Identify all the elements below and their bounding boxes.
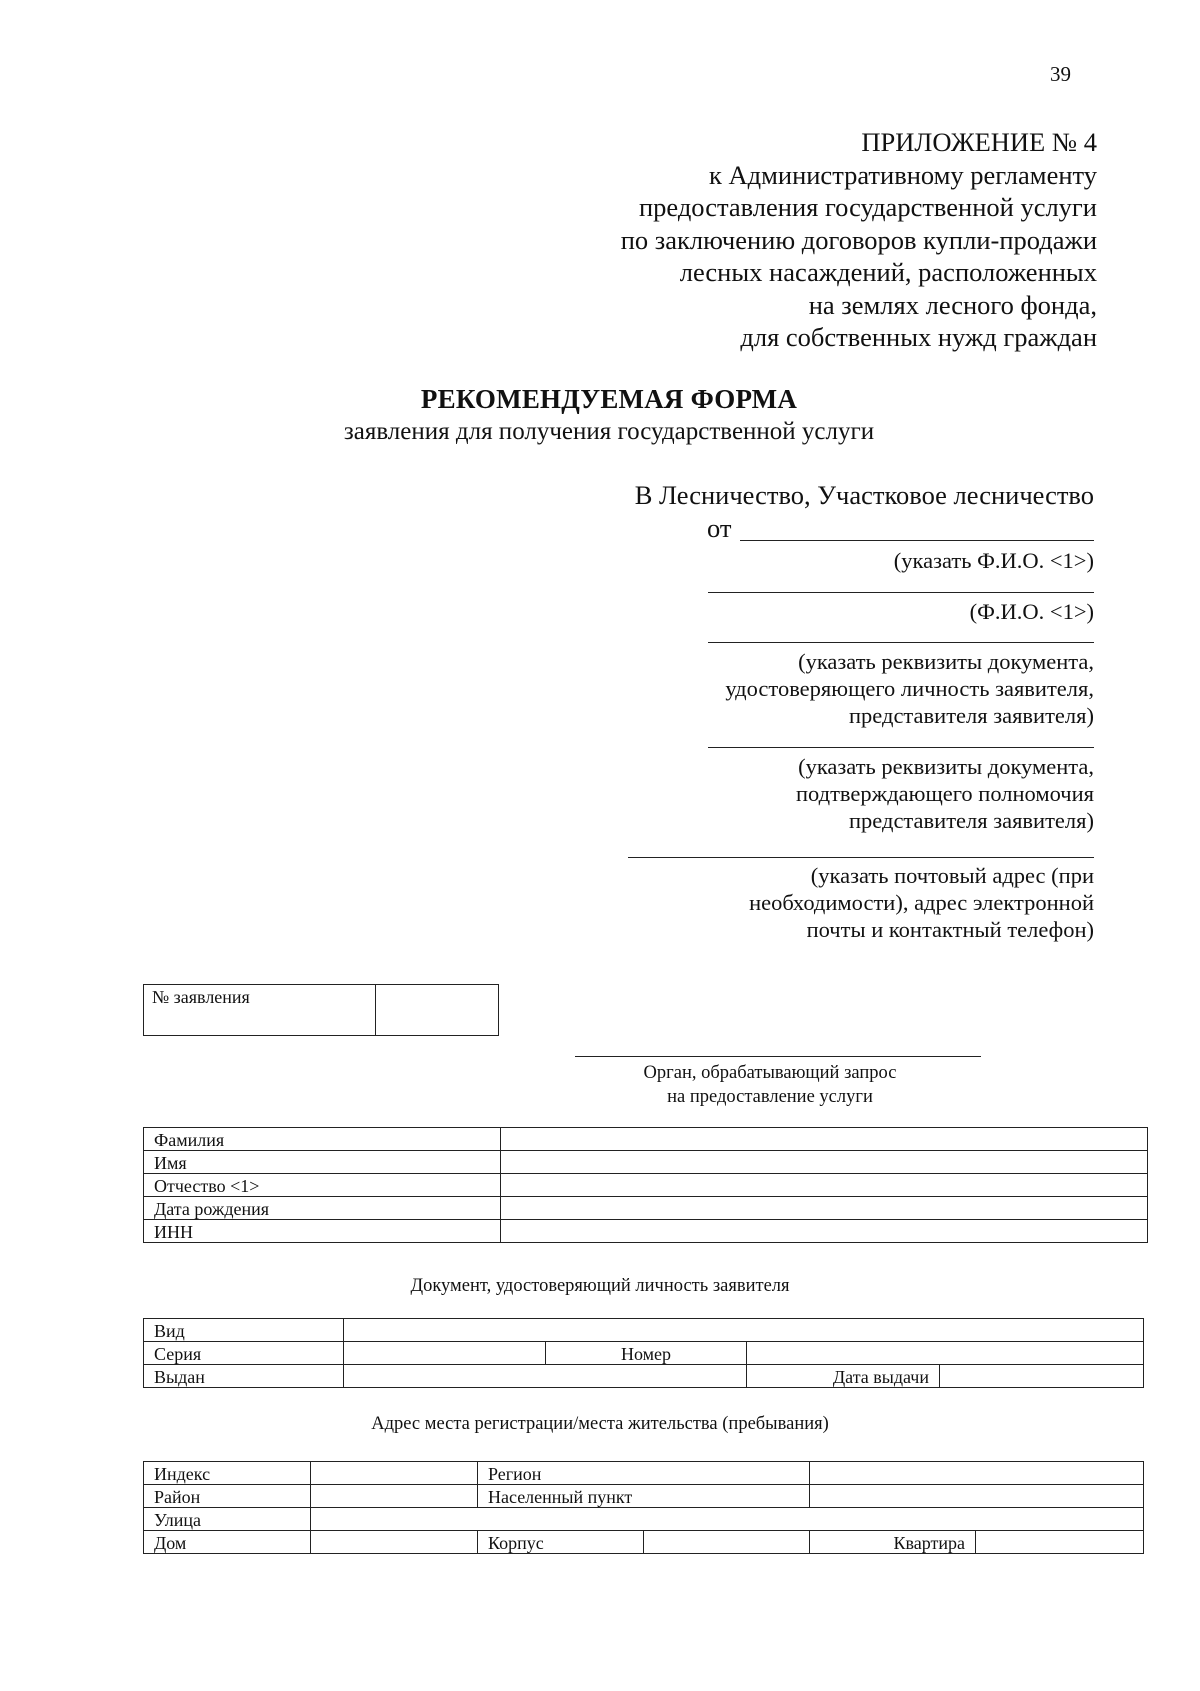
identity-document-heading: Документ, удостоверяющий личность заявителя (410, 1276, 790, 1296)
district-field[interactable] (311, 1485, 478, 1508)
issue-date-field[interactable] (940, 1365, 1144, 1388)
building-label: Корпус (478, 1531, 644, 1554)
series-label: Серия (144, 1342, 344, 1365)
contacts-field[interactable] (628, 857, 1094, 858)
table-row (144, 1128, 1148, 1151)
table-row (144, 1151, 1148, 1174)
issue-date-label: Дата выдачи (747, 1365, 940, 1388)
table-row (144, 1508, 1144, 1531)
region-label: Регион (478, 1462, 810, 1485)
apartment-field[interactable] (976, 1531, 1144, 1554)
application-number-field[interactable] (376, 985, 499, 1036)
row-label: Отчество <1> (144, 1174, 501, 1197)
contacts-caption: (указать почтовый адрес (при необходимости), адрес электронной почты и контактный телефон) (749, 863, 1094, 942)
addressee-line: В Лесничество, Участковое лесничество (634, 480, 1094, 510)
organ-caption: Орган, обрабатывающий запрос на предоставление услуги (643, 1063, 897, 1107)
table-row (144, 1174, 1148, 1197)
personal-data-table (143, 1127, 1148, 1243)
row-label: Фамилия (144, 1128, 501, 1151)
applicant-name-field[interactable] (740, 540, 1094, 541)
table-row (144, 1197, 1148, 1220)
row-label: Имя (144, 1151, 501, 1174)
table-row (144, 1531, 1144, 1554)
table-row (144, 1365, 1144, 1388)
street-field[interactable] (311, 1508, 1144, 1531)
application-number-box (143, 984, 499, 1036)
row-label: ИНН (144, 1220, 501, 1243)
form-subtitle: заявления для получения государственной услуги (343, 418, 875, 445)
address-heading: Адрес места регистрации/места жительства (пребывания) (371, 1414, 829, 1434)
table-row (144, 1220, 1148, 1243)
from-label: от (707, 513, 732, 543)
annex-line: на землях лесного фонда, (808, 289, 1097, 320)
authority-doc-caption: (указать реквизиты документа, подтверждающего полномочия представителя заявителя) (796, 754, 1094, 833)
address-table (143, 1461, 1144, 1554)
first-name-field[interactable] (501, 1151, 1148, 1174)
index-field[interactable] (311, 1462, 478, 1485)
inn-field[interactable] (501, 1220, 1148, 1243)
table-row (144, 1319, 1144, 1342)
surname-field[interactable] (501, 1128, 1148, 1151)
street-label: Улица (144, 1508, 311, 1531)
applicant-name-caption: (указать Ф.И.О. <1>) (893, 548, 1094, 573)
birth-date-field[interactable] (501, 1197, 1148, 1220)
annex-line: по заключению договоров купли-продажи (620, 224, 1097, 255)
locality-label: Населенный пункт (478, 1485, 810, 1508)
row-label: Дата рождения (144, 1197, 501, 1220)
district-label: Район (144, 1485, 311, 1508)
authority-doc-field[interactable] (708, 747, 1094, 748)
number-label: Номер (546, 1342, 747, 1365)
annex-line: ПРИЛОЖЕНИЕ № 4 (861, 127, 1097, 157)
annex-line: лесных насаждений, расположенных (679, 257, 1097, 287)
document-type-field[interactable] (344, 1319, 1144, 1342)
identity-doc-field[interactable] (708, 642, 1094, 643)
table-row (144, 1462, 1144, 1485)
identity-doc-caption: (указать реквизиты документа, удостоверяющего личность заявителя, представителя заявителя) (725, 649, 1094, 728)
identity-document-table (143, 1318, 1144, 1388)
issued-label: Выдан (144, 1365, 344, 1388)
building-field[interactable] (644, 1531, 810, 1554)
apartment-label: Квартира (810, 1531, 976, 1554)
page-number: 39 (1050, 62, 1071, 86)
issued-by-field[interactable] (344, 1365, 747, 1388)
locality-field[interactable] (810, 1485, 1144, 1508)
house-field[interactable] (311, 1531, 478, 1554)
table-row (144, 1485, 1144, 1508)
annex-line: для собственных нужд граждан (740, 322, 1097, 352)
representative-name-caption: (Ф.И.О. <1>) (969, 599, 1094, 624)
annex-line: предоставления государственной услуги (638, 192, 1097, 222)
application-number-label: № заявления (144, 985, 376, 1036)
patronymic-field[interactable] (501, 1174, 1148, 1197)
annex-line: к Административному регламенту (709, 159, 1097, 190)
house-label: Дом (144, 1531, 311, 1554)
organ-field[interactable] (575, 1056, 981, 1057)
table-row (144, 1342, 1144, 1365)
number-field[interactable] (747, 1342, 1144, 1365)
index-label: Индекс (144, 1462, 311, 1485)
series-field[interactable] (344, 1342, 546, 1365)
type-label: Вид (144, 1319, 344, 1342)
annex-heading (497, 126, 1097, 354)
representative-name-field[interactable] (708, 592, 1094, 593)
form-title: РЕКОМЕНДУЕМАЯ ФОРМА (420, 384, 798, 414)
region-field[interactable] (810, 1462, 1144, 1485)
